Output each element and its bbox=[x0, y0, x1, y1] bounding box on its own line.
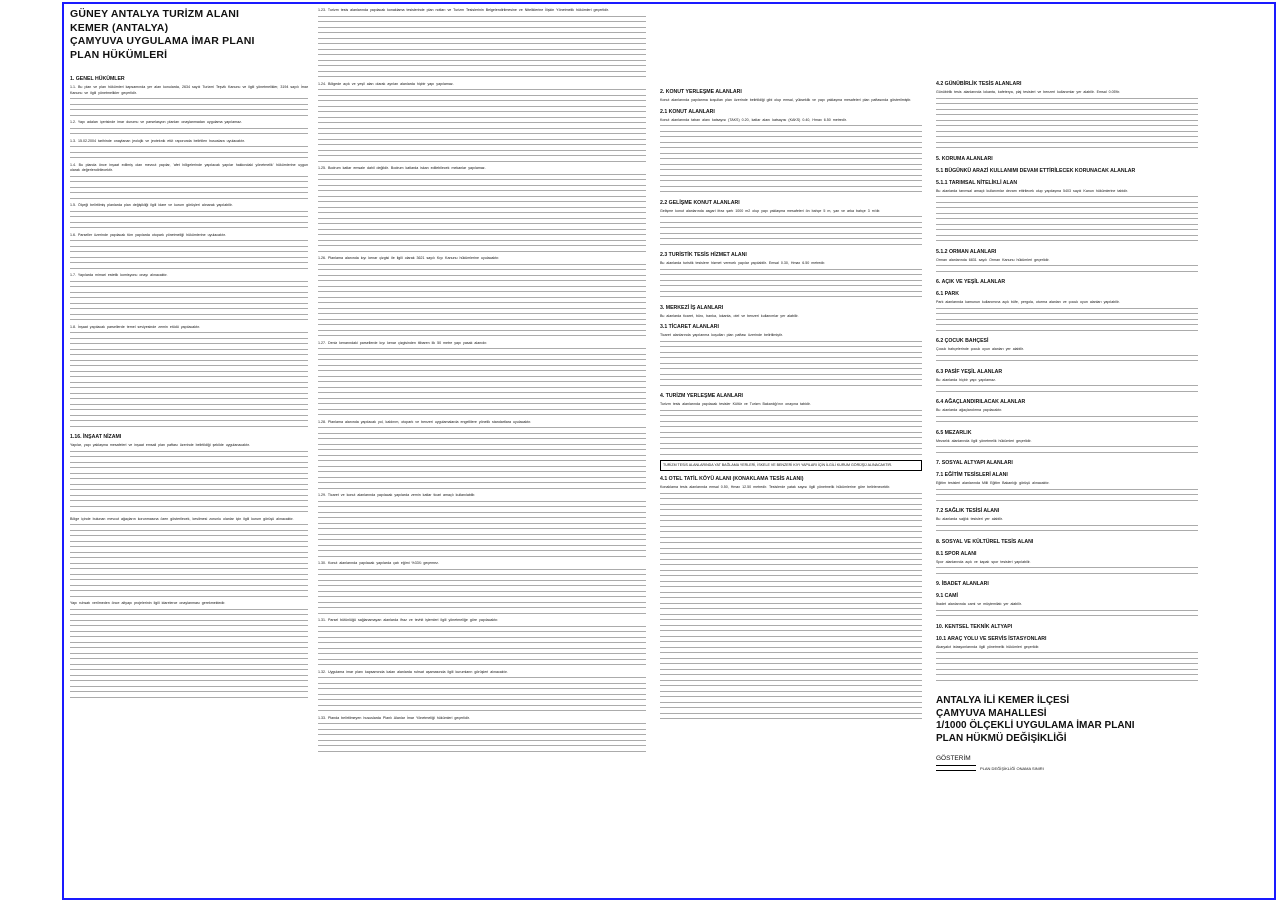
section-heading: 5.1.2 ORMAN ALANLARI bbox=[936, 248, 997, 255]
section-heading: 6.2 ÇOCUK BAHÇESİ bbox=[936, 338, 989, 344]
plan-title-line: ÇAMYUVA MAHALLESİ bbox=[936, 707, 1047, 719]
paragraph: Konut alanlarında yapılanma koşulları plan üzerinde belirtildiği gibi olup emsal, yükseklik ve yapı yaklaşma mesafeleri plan paftasında gösterilmiştir. bbox=[660, 98, 912, 102]
paragraph: 1.2. Yapı adaları içerisinde imar durumu ve parselasyon planları onaylanmadan uygulama yapılamaz. bbox=[70, 120, 242, 124]
paragraph: 1.23. Turizm tesis alanlarında yapılacak konaklama tesislerinde plan notları ve Turizm Tesislerinin Belgelendirilmesine ve Niteliklerine İlişkin Yönetmelik hükümleri geçerlidir. bbox=[318, 8, 609, 12]
paragraph: 1.8. İnşaat yapılacak parsellerde temel seviyesinde zemin etüdü yapılacaktır. bbox=[70, 324, 201, 329]
document-title bbox=[70, 8, 308, 62]
paragraph: Bu alanlarda turistik tesislere hizmet verecek yapılar yapılabilir. Emsal 0.30, Hmax 6.50 metredir. bbox=[660, 261, 826, 265]
paragraph: 1.31. Parsel bütünlüğü sağlanamayan alanlarda ifraz ve tevhit işlemleri ilgili yönetmeliğe göre yapılacaktır. bbox=[318, 618, 499, 622]
paragraph: İbadet alanlarında cami ve müştemilatı yer alabilir. bbox=[936, 602, 1022, 606]
paragraph: 1.4. Bu planda önce inşaat edilmiş olan mevcut yapılar, 'afet bölgelerinde yapılacak yapılar hakkındaki yönetmelik' hükümlerine uygun olarak değerlendirilecektir. bbox=[70, 162, 308, 172]
section-heading: 7. SOSYAL ALTYAPI ALANLARI bbox=[936, 460, 1013, 466]
section-heading: 5.1.1 TARIMSAL NİTELİKLİ ALAN bbox=[936, 179, 1018, 186]
paragraph: Yapı ruhsatı verilmeden önce altyapı projelerinin ilgili idarelerce onaylanması gerekmektedir. bbox=[70, 601, 226, 605]
section-heading: 4.1 OTEL TATİL KÖYÜ ALANI (KONAKLAMA TESİS ALANI) bbox=[660, 476, 804, 482]
section-heading: 6.1 PARK bbox=[936, 291, 959, 297]
section-heading: 5.1 BÜGÜNKÜ ARAZİ KULLANIMI DEVAM ETTİRİLECEK KORUNACAK ALANLAR bbox=[936, 167, 1136, 174]
paragraph: 1.32. Uygulama imar planı kapsamında kalan alanlarda ruhsat aşamasında ilgili kurumların görüşleri alınacaktır. bbox=[318, 669, 508, 674]
legend-title: GÖSTERİM bbox=[936, 755, 971, 762]
plan-title-line: PLAN HÜKMÜ DEĞİŞİKLİĞİ bbox=[936, 732, 1067, 744]
paragraph: Konaklama tesis alanlarında emsal 0.50, Hmax 12.50 metredir. Tesislerde yatak sayısı ilgili yönetmelik hükümlerine göre belirlenecektir. bbox=[660, 485, 891, 489]
paragraph: Bu alanlarda hiçbir yapı yapılamaz. bbox=[936, 377, 996, 382]
boundary-line-icon bbox=[936, 765, 976, 771]
paragraph: Yapılar, yapı yaklaşma mesafeleri ve inşaat emsali plan paftası üzerinde belirtildiği şekilde uygulanacaktır. bbox=[70, 443, 250, 447]
paragraph: 1.1. Bu plan ve plan hükümleri kapsamında yer alan konularda, 2634 sayılı Turizmi Teşvik Kanunu ve ilgili yönetmelikler, 3194 sayılı İmar Kanunu ve ilgili yönetmelikler geçerlidir. bbox=[70, 85, 308, 95]
legend-item bbox=[936, 765, 1198, 771]
section-heading: 4.2 GÜNÜBİRLİK TESİS ALANLARI bbox=[936, 81, 1022, 87]
section-heading: 1.16. İNŞAAT NİZAMI bbox=[70, 434, 122, 440]
paragraph: Çocuk bahçelerinde çocuk oyun alanları yer alabilir. bbox=[936, 347, 1024, 351]
paragraph: Bu alanlarda ağaçlandırma yapılacaktır. bbox=[936, 408, 1003, 412]
paragraph: 1.33. Planda belirtilmeyen hususlarda Planlı Alanlar İmar Yönetmeliği hükümleri geçerlidir. bbox=[318, 715, 470, 720]
section-heading: 8.1 SPOR ALANI bbox=[936, 550, 977, 557]
section-heading: 9. İBADET ALANLARI bbox=[936, 581, 989, 587]
legend bbox=[936, 755, 1198, 771]
paragraph: 1.28. Planlama alanında yapılacak yol, kaldırım, otopark ve benzeri uygulamalarda engellilere yönelik standartlara uyulacaktır. bbox=[318, 419, 532, 424]
boxed-note: TURİZM TESİS ALANLARINDA YAT BAĞLAMA YERLERİ, İSKELE VE BENZERİ KIYI YAPILARI İÇİN İLGİLİ KURUM GÖRÜŞÜ ALINACAKTIR. bbox=[660, 460, 922, 471]
legend-item-label: PLAN DEĞİŞİKLİĞİ ONAMA SINIRI bbox=[980, 765, 1044, 771]
section-heading: 2.2 GELİŞME KONUT ALANLARI bbox=[660, 199, 740, 206]
paragraph: 1.3. 15.02.2004 tarihinde onaylanan jeolojik ve jeoteknik etüt raporunda belirtilen hususlara uyulacaktır. bbox=[70, 138, 245, 143]
section-heading: 2.3 TURİSTİK TESİS HİZMET ALANI bbox=[660, 252, 747, 258]
paragraph: 1.27. Deniz kenarındaki parsellerde kıyı kenar çizgisinden itibaren ilk 50 metre yapı yasak alanıdır. bbox=[318, 340, 488, 345]
section-heading: 10. KENTSEL TEKNİK ALTYAPI bbox=[936, 623, 1013, 630]
plan-title-line: 1/1000 ÖLÇEKLİ UYGULAMA İMAR PLANI bbox=[936, 720, 1135, 731]
plan-change-title bbox=[936, 695, 1198, 745]
section-heading: 6. AÇIK VE YEŞİL ALANLAR bbox=[936, 279, 1006, 285]
section-heading: 2.1 KONUT ALANLARI bbox=[660, 108, 715, 115]
paragraph: Orman alanlarında 6831 sayılı Orman Kanunu hükümleri geçerlidir. bbox=[936, 257, 1050, 262]
column-3 bbox=[660, 84, 922, 722]
paragraph: Mezarlık alanlarında ilgili yönetmelik hükümleri geçerlidir. bbox=[936, 438, 1032, 443]
paragraph: Park alanlarında kamunun kullanımına açık büfe, pergola, oturma alanları ve çocuk oyun alanları yapılabilir. bbox=[936, 300, 1120, 304]
title-line: ÇAMYUVA UYGULAMA İMAR PLANI bbox=[70, 35, 255, 47]
section-heading: 5. KORUMA ALANLARI bbox=[936, 155, 993, 162]
paragraph: Gelişme konut alanlarında asgari ifraz şartı 1000 m2 olup yapı yaklaşma mesafeleri ön bahçe 5 m, yan ve arka bahçe 3 m'dir. bbox=[660, 208, 881, 213]
section-heading: 6.4 AĞAÇLANDIRILACAK ALANLAR bbox=[936, 399, 1026, 405]
paragraph: 1.26. Planlama alanında kıyı kenar çizgisi ile ilgili olarak 3621 sayılı Kıyı Kanunu hükümlerine uyulacaktır. bbox=[318, 256, 500, 260]
paragraph: Bu alanlarda ticaret, büro, banka, lokanta, otel ve benzeri kullanımlar yer alabilir. bbox=[660, 313, 799, 318]
section-heading: 7.1 EĞİTİM TESİSLERİ ALANI bbox=[936, 472, 1008, 478]
paragraph: Spor alanlarında açık ve kapalı spor tesisleri yapılabilir. bbox=[936, 559, 1031, 564]
paragraph: Turizm tesis alanlarında yapılacak tesisler Kültür ve Turizm Bakanlığı'nın onayına tabidir. bbox=[660, 402, 811, 406]
paragraph: Eğitim tesisleri alanlarında Milli Eğitim Bakanlığı görüşü alınacaktır. bbox=[936, 481, 1050, 485]
paragraph: 1.24. Bölgede açık ve yeşil alan olarak ayrılan alanlarda hiçbir yapı yapılamaz. bbox=[318, 81, 454, 86]
section-heading: 7.2 SAĞLIK TESİSİ ALANI bbox=[936, 508, 1000, 514]
title-line: GÜNEY ANTALYA TURİZM ALANI bbox=[70, 8, 240, 20]
paragraph: 1.25. Bodrum katlar emsale dahil değildir. Bodrum katlarda iskan edilebilecek mekanlar yapılamaz. bbox=[318, 166, 486, 170]
paragraph: 1.29. Ticaret ve konut alanlarında yapılacak yapılarda zemin katlar ticari amaçlı kullanılabilir. bbox=[318, 493, 476, 497]
section-heading: 10.1 ARAÇ YOLU VE SERVİS İSTASYONLARI bbox=[936, 635, 1047, 642]
section-heading: 9.1 CAMİ bbox=[936, 593, 958, 599]
title-line: PLAN HÜKÜMLERİ bbox=[70, 48, 168, 61]
paragraph: 1.7. Yapılarda mimari estetik komisyonu onayı alınacaktır. bbox=[70, 273, 168, 277]
title-line: KEMER (ANTALYA) bbox=[70, 21, 169, 34]
paragraph: Akaryakıt istasyonlarında ilgili yönetmelik hükümleri geçerlidir. bbox=[936, 644, 1040, 649]
paragraph: Bu alanlarda sağlık tesisleri yer alabilir. bbox=[936, 517, 1003, 521]
paragraph: Konut alanlarında taban alanı katsayısı (TAKS) 0.20, katlar alanı katsayısı (KAKS) 0.40, Hmax 6.50 metredir. bbox=[660, 117, 847, 122]
paragraph: Bu alanlarda tarımsal amaçlı kullanımlar devam ettirilecek olup yapılaşma 5403 sayılı Kanun hükümlerine tabidir. bbox=[936, 188, 1128, 193]
paragraph: 1.30. Konut alanlarında yapılacak yapılarda çatı eğimi %33'ü geçemez. bbox=[318, 561, 439, 565]
section-heading: 3.1 TİCARET ALANLARI bbox=[660, 324, 719, 330]
section-heading: 8. SOSYAL VE KÜLTÜREL TESİS ALANI bbox=[936, 538, 1034, 545]
column-1 bbox=[70, 0, 308, 700]
section-heading: 1. GENEL HÜKÜMLER bbox=[70, 76, 125, 82]
section-heading: 6.3 PASİF YEŞİL ALANLAR bbox=[936, 368, 1003, 375]
paragraph: 1.5. Ölçeği belirtilmiş planlarda plan değişikliği ilgili idare ve kurum görüşleri alınarak yapılabilir. bbox=[70, 203, 233, 207]
section-heading: 3. MERKEZİ İŞ ALANLARI bbox=[660, 304, 724, 311]
column-4 bbox=[936, 76, 1198, 771]
paragraph: Ticaret alanlarında yapılanma koşulları plan paftası üzerinde belirtilmiştir. bbox=[660, 333, 783, 337]
paragraph: Bölge içinde bulunan mevcut ağaçların korunmasına özen gösterilecek, kesilmesi zorunlu olanlar için ilgili kurum görüşü alınacaktır. bbox=[70, 516, 294, 521]
section-heading: 2. KONUT YERLEŞME ALANLARI bbox=[660, 89, 742, 95]
paragraph: Günübirlik tesis alanlarında lokanta, kafeterya, plaj tesisleri ve benzeri kullanımlar yer alabilir. Emsal 0.05'tir. bbox=[936, 90, 1121, 94]
section-heading: 4. TURİZM YERLEŞME ALANLARI bbox=[660, 393, 744, 399]
paragraph: 1.6. Parseller üzerinde yapılacak tüm yapılarda otopark yönetmeliği hükümlerine uyulacaktır. bbox=[70, 232, 226, 237]
plan-title-line: ANTALYA İLİ KEMER İLÇESİ bbox=[936, 695, 1070, 706]
column-2 bbox=[318, 6, 646, 754]
section-heading: 6.5 MEZARLIK bbox=[936, 429, 972, 436]
